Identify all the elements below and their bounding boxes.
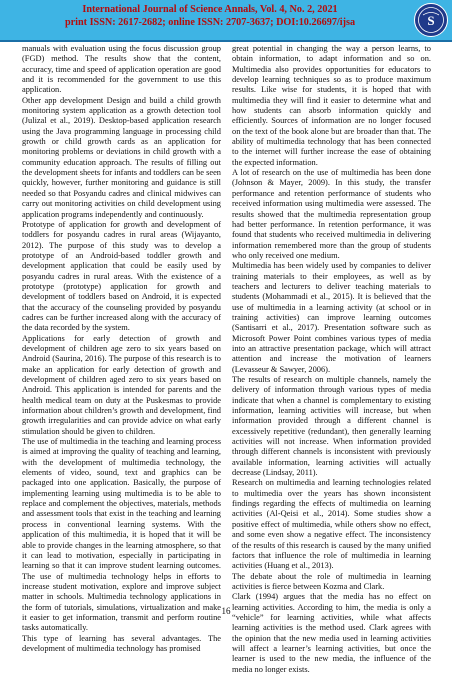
paragraph: Multimedia has been widely used by companies to deliver training materials to their employees, as well as by teachers and lecturers to deliver teaching materials to students (Mohammadi et al., 2015). It is believed that the use of multimedia in a learning activity (at school or in training activities) can improve learning outcomes (Santisarri et al., 2017). Presentation software such as Microsoft Power Point combines various types of media into an attractive presentation package, which will attract attention and increase the motivation of learners (Levasseur & Sawyer, 2006). [232, 261, 431, 374]
paragraph: Prototype of application for growth and development of toddlers for posyandu cadres in rural areas (Wijayanto, 2012). The purpose of this study was to develop a prototype of an Android-based toddler growth and development application that could be easily used by posyandu cadres in rural areas. With the existence of a prototype (prototype) application for growth and development of toddlers based on Android, it is expected that the accuracy of the counseling provided by posyandu cadres can be further increased along with the accuracy of the data recorded by the system. [22, 219, 221, 333]
paragraph: This type of learning has several advantages. The development of multimedia technology has promised [22, 633, 221, 653]
journal-header [0, 0, 452, 42]
right-text-column [232, 44, 431, 674]
paragraph: great potential in changing the way a person learns, to obtain information, to adapt information and so on. Multimedia also provides opportunities for educators to develop learning techniques so as to produce maximum results. Like wise for students, it is hoped that with multimedia they will find it easier to determine what and how students can absorb information quickly and efficiently. Sources of information are no longer focused on the text of the book alone but are broader than that. The ability of multimedia technology that has been connected to the internet will further increase the ease of obtaining the expected information. [232, 44, 431, 167]
journal-logo-letter: S [427, 13, 435, 28]
paragraph: The use of multimedia in the teaching and learning process is aimed at improving the quality of teaching and learning, with the development of multimedia technology, the elements of video, sound, text and graphics can be packaged into one application. Basically, the purpose of implementing learning using multimedia is to be able to replace and complement the objectives, materials, methods and assessment tools that exist in the teaching and learning process in conventional learning systems. With the application of this multimedia, it is hoped that it will be able to provide changes in the learning atmosphere, so that it can lead to motivation, especially in participating in learning so that it can improve student learning outcomes. The use of multimedia technology helps in efforts to increase student motivation, explore and improve subject matter in schools. Multimedia technology applications in the form of tutorials, simulations, virtualization and make it easier to get information, transmit and perform routine tasks automatically. [22, 437, 221, 633]
paragraph: The debate about the role of multimedia in learning activities is fierce between Kozma and Clark. [232, 571, 431, 591]
paragraph: Research on multimedia and learning technologies related to multimedia over the years has shown inconsistent findings regarding the effects of multimedia on learning activities (Al-Qeisi et al., 2014). Some studies show a positive effect of multimedia, while others show no effect, and some even show a negative effect. The inconsistency of the results of this research is caused by the many unified factors that influence the role of multimedia in learning activities (Huang et al., 2013). [232, 478, 431, 571]
paragraph: Other app development Design and build a child growth monitoring system application as a growth detection tool (Julizal et al., 2019). Desktop-based application research using the Java programming language in processing child growth or child growth cards as an application for monitoring problems or deviations in child growth with a community education approach. The results of filling out the development sheets for infants and toddlers can be seen quickly, however, further monitoring and guidance is still needed so that Posyandu cadres and clinical midwives can carry out monitoring activities on child development using application programs independently and continuously. [22, 95, 221, 219]
paragraph: Applications for early detection of growth and development of children age zero to six years based on Android (Saurina, 2016). The purpose of this research is to make an application for early detection of growth and development of children aged zero to six years based on Android. This application is intended for parents and the health medical team on duty at the Puskesmas to provide information about children’s growth and development, find growth irregularities and can provide advice on what early stimulation should be given to children. [22, 333, 221, 436]
paragraph: A lot of research on the use of multimedia has been done (Johnson & Mayer, 2009). In this study, the transfer performance and retention performance of students who received information using multimedia were assessed. The results showed that the multimedia representation group had better performance. In retention performance, it was found that students who received multimedia in delivering information remembered more than the group of students who only received one medium. [232, 168, 431, 260]
journal-logo-graphic [417, 6, 445, 34]
journal-issn-line: print ISSN: 2617-2682; online ISSN: 2707-3637; DOI:10.26697/ijsa [64, 17, 356, 28]
paragraph: Clark (1994) argues that the media has no effect on learning activities. According to him, the media is only a “vehicle” for learning activities, while what affects learning activities is the method used. Clark agrees with the opinion that the new media used in learning activities will affect a learner’s learning activities, but once the learner is used to the new media, the influence of the media no longer exists. [232, 592, 431, 674]
page-number: 16 [221, 606, 231, 616]
journal-header-text [0, 3, 420, 29]
journal-logo-icon [414, 3, 448, 37]
left-text-column [22, 44, 221, 653]
journal-title-line: International Journal of Science Annals, Vol. 4, No. 2, 2021 [82, 4, 338, 15]
paragraph: manuals with evaluation using the focus discussion group (FGD) method. The results show that the content, accuracy, time and speed of application operation are good and it is recommended for the government to use this application. [22, 44, 221, 95]
paragraph: The results of research on multiple channels, namely the delivery of information through various types of media indicate that when a channel is complementary to existing information, learning activities will increase, but when information provided through a different channel is excessively repetitive (redundant), then generally learning activities will not increase. When information provided through different channels is inconsistent with previously available information, learning activities will actually decrease (Lindsay, 2011). [232, 375, 431, 478]
